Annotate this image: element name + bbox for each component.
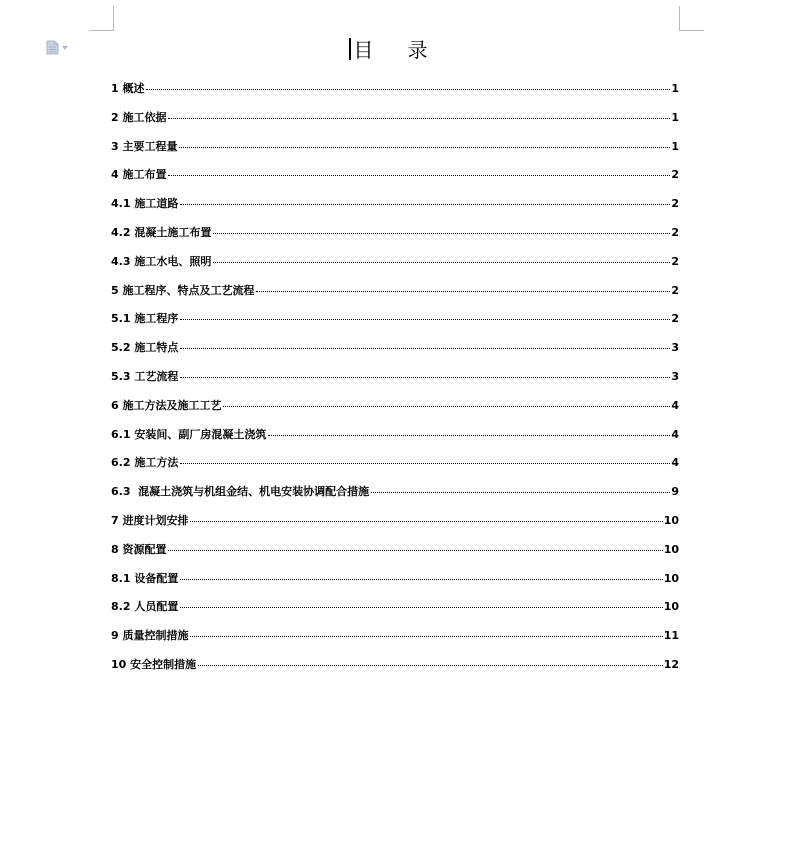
toc-entry-page-number: 2	[671, 168, 679, 182]
toc-dot-leader	[179, 147, 670, 148]
toc-entry[interactable]	[111, 426, 679, 455]
toc-entry-page-number: 10	[663, 571, 679, 585]
page-title: 目 录	[353, 38, 442, 62]
toc-entry-title: 4 施工布置	[111, 168, 167, 182]
toc-entry[interactable]	[111, 310, 679, 339]
toc-entry[interactable]	[111, 224, 679, 253]
toc-entry-page-number: 10	[663, 542, 679, 556]
toc-entry[interactable]	[111, 483, 679, 512]
table-of-contents	[111, 80, 679, 685]
toc-entry-page-number: 2	[671, 254, 679, 268]
toc-entry[interactable]	[111, 253, 679, 282]
text-cursor	[349, 38, 351, 60]
toc-entry[interactable]	[111, 109, 679, 138]
toc-entry-page-number: 4	[671, 456, 679, 470]
toc-entry[interactable]	[111, 397, 679, 426]
toc-entry[interactable]	[111, 138, 679, 167]
toc-entry-page-number: 2	[671, 312, 679, 326]
toc-entry-title: 5 施工程序、特点及工艺流程	[111, 283, 255, 297]
toc-entry-title: 7 进度计划安排	[111, 513, 189, 527]
toc-entry-title: 10 安全控制措施	[111, 657, 197, 671]
toc-entry[interactable]	[111, 656, 679, 685]
toc-entry[interactable]	[111, 570, 679, 599]
toc-dot-leader	[213, 233, 670, 234]
toc-dot-leader	[371, 492, 670, 493]
toc-entry-page-number: 2	[671, 225, 679, 239]
toc-entry[interactable]	[111, 512, 679, 541]
toc-dot-leader	[190, 636, 662, 637]
toc-entry[interactable]	[111, 339, 679, 368]
toc-entry-page-number: 3	[671, 369, 679, 383]
margin-corner-top-right	[679, 6, 704, 31]
toc-entry[interactable]	[111, 80, 679, 109]
toc-entry[interactable]	[111, 282, 679, 311]
toc-entry-page-number: 11	[663, 629, 679, 643]
toc-entry-title: 6 施工方法及施工工艺	[111, 398, 222, 412]
toc-entry-title: 1 概述	[111, 82, 145, 95]
toc-dot-leader	[180, 463, 670, 464]
toc-entry-page-number: 10	[663, 600, 679, 614]
toc-entry-title: 4.3 施工水电、照明	[111, 254, 212, 268]
toc-dot-leader	[256, 291, 670, 292]
toc-dot-leader	[146, 89, 670, 90]
toc-entry-title: 5.3 工艺流程	[111, 369, 179, 383]
toc-entry-page-number: 2	[671, 197, 679, 211]
margin-corner-top-left	[89, 6, 114, 31]
toc-entry-title: 5.1 施工程序	[111, 312, 179, 326]
toc-entry-title: 6.3 混凝土浇筑与机组金结、机电安装协调配合措施	[111, 485, 370, 499]
toc-dot-leader	[180, 377, 670, 378]
toc-dot-leader	[168, 118, 670, 119]
toc-entry[interactable]	[111, 598, 679, 627]
toc-dot-leader	[180, 348, 670, 349]
toc-entry-page-number: 1	[671, 110, 679, 124]
toc-dot-leader	[180, 319, 670, 320]
toc-dot-leader	[180, 607, 662, 608]
toc-dot-leader	[168, 550, 662, 551]
toc-entry-page-number: 9	[671, 485, 679, 499]
toc-entry[interactable]	[111, 166, 679, 195]
toc-dot-leader	[180, 579, 662, 580]
toc-dot-leader	[168, 175, 670, 176]
title-block	[0, 34, 791, 63]
toc-entry-title: 6.2 施工方法	[111, 456, 179, 470]
toc-entry-page-number: 2	[671, 283, 679, 297]
toc-entry-title: 8 资源配置	[111, 542, 167, 556]
toc-entry[interactable]	[111, 454, 679, 483]
toc-entry-title: 9 质量控制措施	[111, 629, 189, 643]
toc-dot-leader	[198, 665, 663, 666]
toc-entry-page-number: 12	[663, 657, 679, 671]
toc-entry-title: 8.1 设备配置	[111, 571, 179, 585]
toc-entry[interactable]	[111, 541, 679, 570]
toc-entry-page-number: 1	[671, 82, 679, 95]
toc-dot-leader	[190, 521, 662, 522]
toc-entry[interactable]	[111, 627, 679, 656]
toc-entry-title: 5.2 施工特点	[111, 341, 179, 355]
toc-entry-page-number: 4	[671, 427, 679, 441]
toc-dot-leader	[180, 204, 670, 205]
toc-entry-title: 4.2 混凝土施工布置	[111, 225, 212, 239]
toc-entry-page-number: 4	[671, 398, 679, 412]
toc-dot-leader	[213, 262, 670, 263]
toc-entry-page-number: 10	[663, 513, 679, 527]
toc-entry-title: 2 施工依据	[111, 110, 167, 124]
toc-dot-leader	[223, 406, 670, 407]
toc-dot-leader	[268, 435, 670, 436]
toc-entry-page-number: 1	[671, 139, 679, 153]
toc-entry[interactable]	[111, 195, 679, 224]
toc-entry-title: 4.1 施工道路	[111, 197, 179, 211]
toc-entry-title: 3 主要工程量	[111, 139, 178, 153]
toc-entry-page-number: 3	[671, 341, 679, 355]
toc-entry[interactable]	[111, 368, 679, 397]
toc-entry-title: 8.2 人员配置	[111, 600, 179, 614]
toc-entry-title: 6.1 安装间、副厂房混凝土浇筑	[111, 427, 267, 441]
